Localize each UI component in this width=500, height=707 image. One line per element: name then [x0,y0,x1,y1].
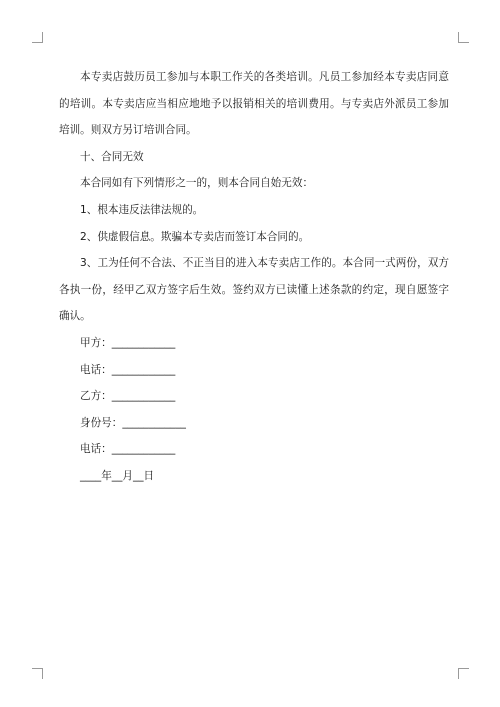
party-a-phone-line: 电话：____________ [80,363,176,376]
crop-mark-bottom-left [32,668,43,679]
invalid-conditions-intro: 本合同如有下列情形之一的，则本合同自始无效： [80,177,314,190]
training-paragraph: 本专卖店鼓历员工参加与本职工作关的各类培训。凡员工参加经本专卖店同意的培训。本专卖店应当相应地地予以报销相关的培训费用。与专卖店外派员工参加培训。则双方另订培训合同。 [59,71,449,137]
id-number-line: 身份号：____________ [80,416,186,429]
party-a-signature-line: 甲方：____________ [80,336,176,349]
crop-mark-bottom-right [458,668,469,679]
clause-1: 1、根本违反法律法规的。 [80,203,204,216]
document-body [59,64,449,490]
clause-3: 3、工为任何不合法、不正当目的进入本专卖店工作的。本合同一式两份，双方各执一份，经甲乙双方签字后生效。签约双方已读懂上述条款的约定，现自愿签字确认。 [59,257,449,323]
party-b-signature-line: 乙方：____________ [80,390,176,403]
crop-mark-top-right [458,32,469,43]
clause-2: 2、供虚假信息。欺骗本专卖店而签订本合同的。 [80,230,310,243]
party-b-phone-line: 电话：____________ [80,443,176,456]
section-heading-contract-invalid: 十、合同无效 [80,150,144,163]
date-line: ____年__月__日 [80,469,155,482]
crop-mark-top-left [32,32,43,43]
